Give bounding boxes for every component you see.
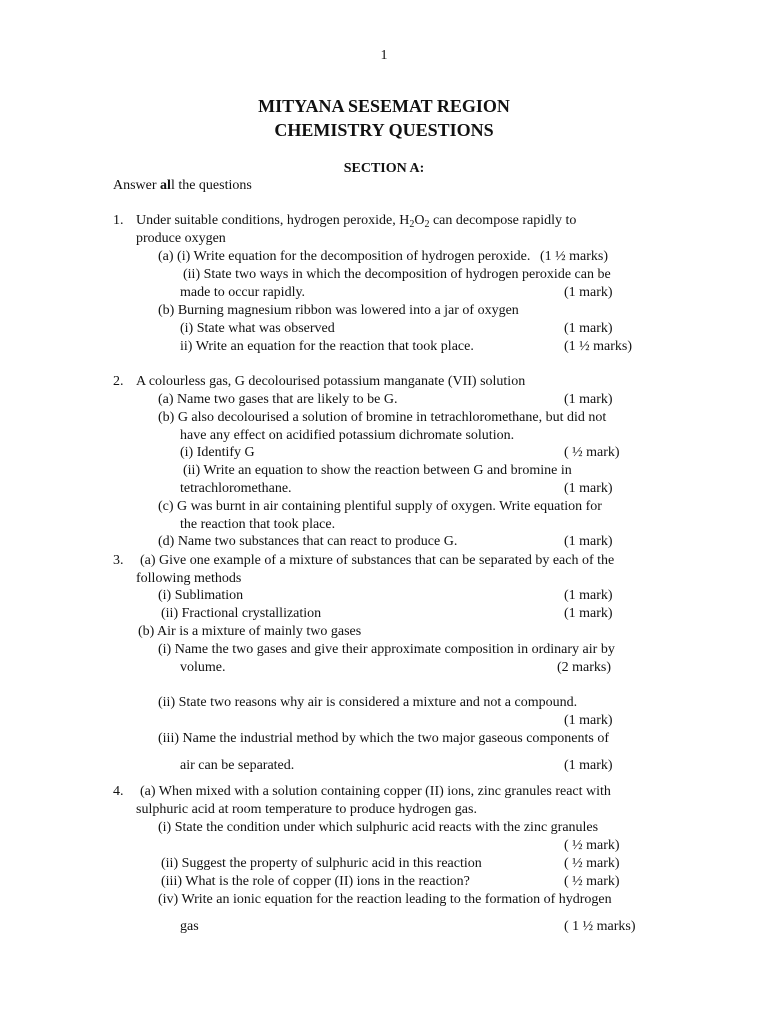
marks: (1 mark) [564,321,613,336]
question-part: made to occur rapidly. [180,285,306,300]
question-part: (b) G also decolourised a solution of bromine in tetrachloromethane, but did not [158,410,607,425]
question-part: (i) Identify G [180,445,255,460]
question-part: (i) State what was observed [180,321,335,336]
question-part: (a) (i) Write equation for the decomposition of hydrogen peroxide. [158,249,531,264]
marks: ( ½ mark) [564,874,620,889]
marks: (1 mark) [564,534,613,549]
instruction: Answer all the questions [113,178,252,193]
question-part: the reaction that took place. [180,517,336,532]
question-part: volume. [180,660,226,675]
question-part: (i) Name the two gases and give their approximate composition in ordinary air by [158,642,615,657]
question-part: (ii) State two reasons why air is considered a mixture and not a compound. [158,695,578,710]
section-heading: SECTION A: [343,161,425,176]
question-part: (b) Air is a mixture of mainly two gases [138,624,362,639]
question-part: tetrachloromethane. [180,481,292,496]
question-text: Under suitable conditions, hydrogen peroxide, $H_2O_2$ can decompose rapidly to [136,213,577,230]
question-part: (c) G was burnt in air containing plentiful supply of oxygen. Write equation for [158,499,602,514]
question-part: (iii) Name the industrial method by which the two major gaseous components of [158,731,610,746]
question-part: (ii) Write an equation to show the reaction between G and bromine in [183,463,572,478]
marks: (1 mark) [564,481,613,496]
question-text: (a) When mixed with a solution containing copper (II) ions, zinc granules react with [140,784,611,799]
question-part: (a) Name two gases that are likely to be G. [158,392,398,407]
question-text: produce oxygen [136,231,226,246]
page-number: 1 [380,48,388,63]
question-part: ii) Write an equation for the reaction that took place. [180,339,474,354]
marks: (2 marks) [557,660,612,675]
question-number: 2. [113,374,124,389]
question-part: (ii) Fractional crystallization [161,606,322,621]
question-number: 1. [113,213,124,228]
question-part: (iii) What is the role of copper (II) ions in the reaction? [161,874,470,889]
document-title: MITYANA SESEMAT REGION [258,96,510,116]
question-part: (i) Sublimation [158,588,244,603]
marks: (1 mark) [564,588,613,603]
question-part: (b) Burning magnesium ribbon was lowered into a jar of oxygen [158,303,519,318]
question-part: have any effect on acidified potassium dichromate solution. [180,428,515,443]
marks: (1 mark) [564,392,613,407]
question-part: gas [180,919,199,934]
question-part: (ii) State two ways in which the decomposition of hydrogen peroxide can be [183,267,611,282]
question-part: (d) Name two substances that can react to produce G. [158,534,458,549]
question-text: sulphuric acid at room temperature to produce hydrogen gas. [136,802,477,817]
marks: ( ½ mark) [564,856,620,871]
question-part: (ii) Suggest the property of sulphuric acid in this reaction [161,856,482,871]
question-part: (i) State the condition under which sulphuric acid reacts with the zinc granules [158,820,599,835]
question-text: A colourless gas, G decolourised potassium manganate (VII) solution [136,374,526,389]
question-part: air can be separated. [180,758,295,773]
marks: (1 mark) [564,606,613,621]
document-subtitle: CHEMISTRY QUESTIONS [274,120,494,140]
question-text: following methods [136,571,242,586]
marks: (1 ½ marks) [564,339,633,354]
question-number: 3. [113,553,124,568]
marks: ( 1 ½ marks) [564,919,636,934]
marks: (1 mark) [564,285,613,300]
question-part: (iv) Write an ionic equation for the reaction leading to the formation of hydrogen [158,892,612,907]
marks: (1 mark) [564,758,613,773]
marks: ( ½ mark) [564,445,620,460]
question-text: (a) Give one example of a mixture of substances that can be separated by each of the [140,553,615,568]
question-number: 4. [113,784,124,799]
marks: ( ½ mark) [564,838,620,853]
marks: (1 ½ marks) [540,249,609,264]
marks: (1 mark) [564,713,613,728]
